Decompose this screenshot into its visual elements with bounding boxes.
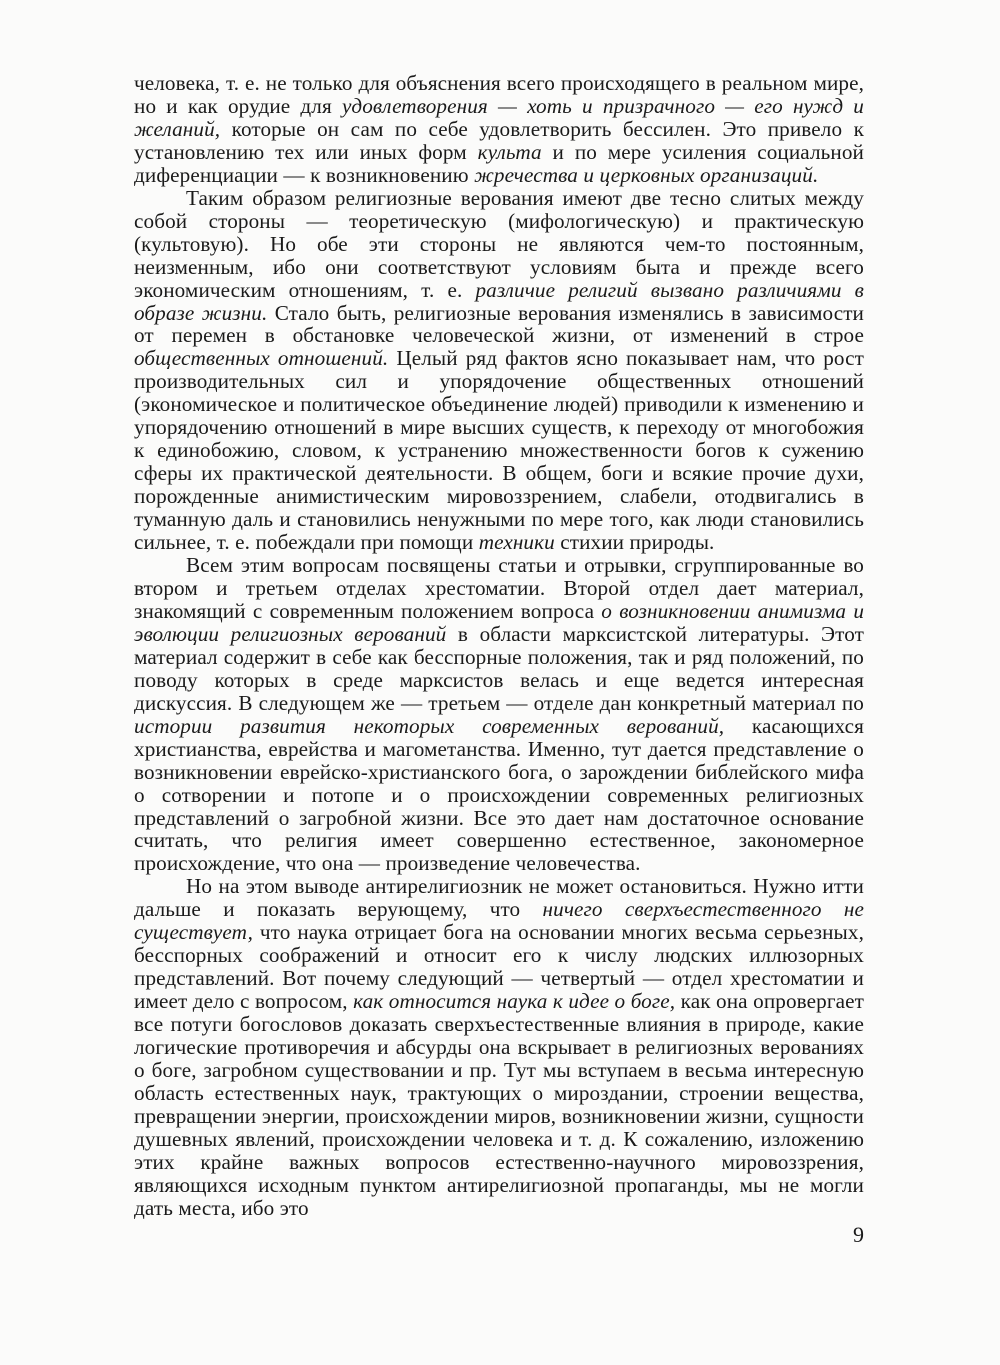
italic-text: культа xyxy=(477,139,542,164)
text-segment: и по мере усиления социальной диференциации — к возникновению xyxy=(134,139,864,187)
text-segment: человека, т. е. не только для объяснения всего происходящего в реальном мире, но и как орудие для xyxy=(134,71,864,118)
body-text xyxy=(134,72,864,1220)
text-segment: касающихся христианства, еврейства и магометанства. Именно, тут дается представление о возникновении еврейско-христианского бога, о зарождении библейского мифа о сотворении и потопе и о происхождении современных религиозных представлений о загробной жизни. Все это дает нам достаточное основание считать, что религия имеет совершенно естественное, закономерное происхождение, что она — произведение человечества. xyxy=(134,713,864,876)
italic-text: о возникновении анимизма и эволюции религиозных верований xyxy=(134,598,865,646)
page-number: 9 xyxy=(853,1222,864,1247)
paragraph xyxy=(134,554,864,875)
italic-text: жречества и церковных организаций. xyxy=(474,162,819,187)
text-segment: Всем этим вопросам посвящены статьи и отрывки, сгруппированные во втором и третьем отделах хрестоматии. Второй отдел дает материал, знакомящий с современным положением вопроса xyxy=(134,553,864,623)
italic-text: ничего сверхъестественного не существует, xyxy=(134,897,864,945)
text-segment: стихии природы. xyxy=(554,530,715,555)
italic-text: общественных отношений. xyxy=(134,346,389,371)
italic-text: удовлетворения — хоть и призрачного — его нужд и желаний, xyxy=(134,93,864,141)
italic-text: различие религий вызвано различиями в образе жизни. xyxy=(134,277,864,325)
text-segment: Но на этом выводе антирелигиозник не может остановиться. Нужно итти дальше и показать верующему, что xyxy=(134,874,864,922)
text-segment: Стало быть, религиозные верования изменялись в зависимости от перемен в обстановке человеческой жизни, от изменений в строе xyxy=(134,300,864,348)
italic-text: истории развития некоторых современных верований, xyxy=(134,713,725,738)
paragraph xyxy=(134,72,864,187)
italic-text: техники xyxy=(478,530,555,555)
text-segment: которые он сам по себе удовлетворить бессилен. Это привело к установлению тех или иных форм xyxy=(134,116,864,164)
paragraph xyxy=(134,875,864,1219)
text-segment: Таким образом религиозные верования имеют две тесно слитых между собой стороны — теоретическую (мифологическую) и практическую (культовую). Но обе эти стороны не являются чем-то постоянным, неизменным, ибо они соответствуют условиям быта и прежде всего экономическим отношениям, т. е. xyxy=(134,185,864,302)
text-segment: Целый ряд фактов ясно показывает нам, что рост производительных сил и упорядочение общественных отношений (экономическое и политическое объединение людей) приводили к изменению и упорядочению отношений в мире высших существ, к переходу от многобожия к единобожию, словом, к устранению множественности богов к сужению сферы их практической деятельности. В общем, боги и всякие прочие духи, порожденные анимистическим мировоззрением, слабели, отодвигались в туманную даль и становились ненужными по мере того, как люди становились сильнее, т. е. побеждали при помощи xyxy=(134,346,864,555)
paragraph xyxy=(134,187,864,554)
text-segment: что наука отрицает бога на основании многих весьма серьезных, бесспорных соображений и относит его к числу людских иллюзорных представлений. Вот почему следующий — четвертый — отдел хрестоматии и имеет дело с вопросом, xyxy=(134,920,864,1014)
text-segment: как она опровергает все потуги богословов доказать сверхъестественные влияния в природе, какие логические противоречия и абсурды она вскрывает в религиозных верованиях о боге, загробном существовании и пр. Тут мы вступаем в весьма интересную область естественных наук, трактующих о мироздании, строении вещества, превращении энергии, происхождении миров, возникновении жизни, сущности душевных явлений, происхождении человека и т. д. К сожалению, изложению этих крайне важных вопросов естественно-научного мировоззрения, являющихся исходным пунктом антирелигиозной пропаганды, мы не могли дать места, ибо это xyxy=(134,989,864,1220)
text-segment: в области марксистской литературы. Этот материал содержит в себе как бесспорные положения, так и ряд положений, по поводу которых в среде марксистов велась и еще ведется интересная дискуссия. В следующем же — третьем — отделе дан конкретный материал по xyxy=(134,621,864,715)
italic-text: как относится наука к идее о боге, xyxy=(353,989,676,1014)
